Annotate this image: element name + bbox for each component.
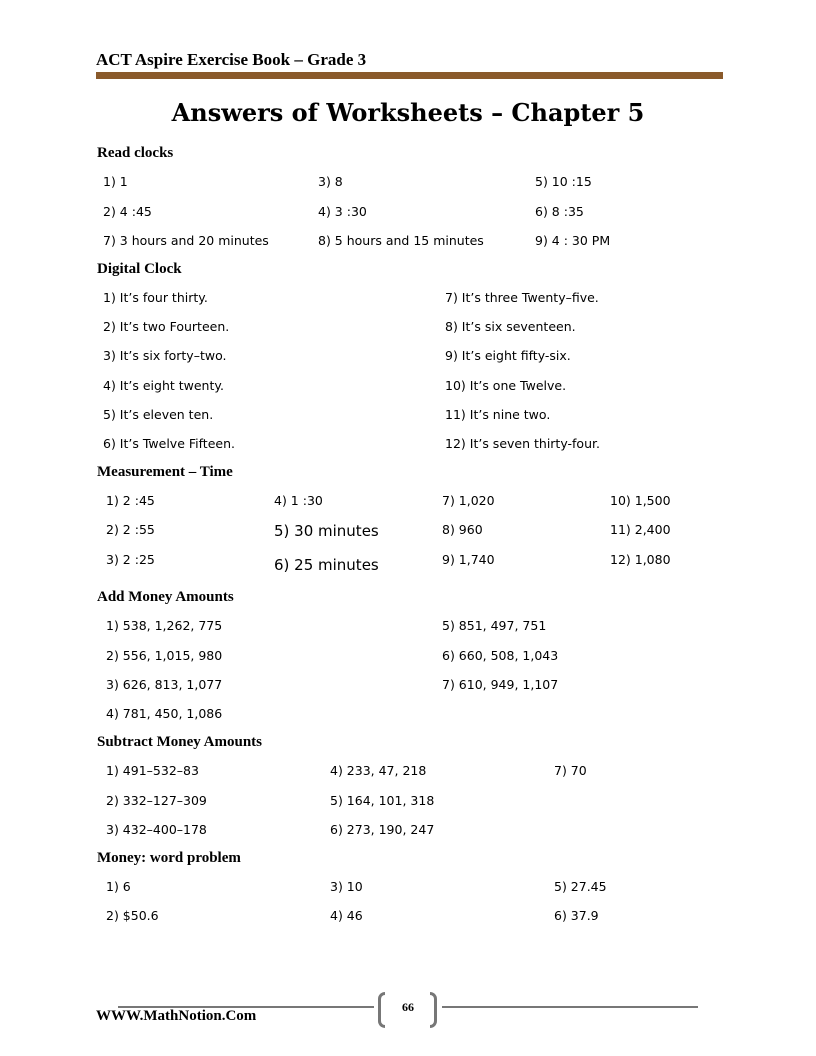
answer-item: 8) 960 (442, 522, 483, 537)
answer-item: 2) 4 :45 (103, 204, 152, 219)
section-title-add-money: Add Money Amounts (97, 589, 234, 605)
answer-item: 8) 5 hours and 15 minutes (318, 233, 484, 248)
answer-item: 3) 10 (330, 879, 363, 894)
answer-item: 12) 1,080 (610, 552, 671, 567)
answer-item: 7) 1,020 (442, 493, 495, 508)
answer-item: 2) $50.6 (106, 908, 159, 923)
answer-item: 6) 25 minutes (274, 556, 379, 574)
answer-item: 1) 2 :45 (106, 493, 155, 508)
answer-item: 3) 2 :25 (106, 552, 155, 567)
answer-item: 10) It’s one Twelve. (445, 378, 567, 393)
answer-item: 3) 8 (318, 174, 343, 189)
answer-item: 3) It’s six forty–two. (103, 348, 227, 363)
answer-item: 9) It’s eight fifty-six. (445, 348, 571, 363)
answer-item: 2) 2 :55 (106, 522, 155, 537)
answer-item: 1) 538, 1,262, 775 (106, 618, 223, 633)
answer-item: 5) 851, 497, 751 (442, 618, 547, 633)
answer-item: 5) 30 minutes (274, 522, 379, 540)
answer-item: 4) 46 (330, 908, 363, 923)
answer-item: 3) 626, 813, 1,077 (106, 677, 223, 692)
answer-item: 6) It’s Twelve Fifteen. (103, 436, 235, 451)
answer-item: 5) 164, 101, 318 (330, 793, 435, 808)
header-title: ACT Aspire Exercise Book – Grade 3 (96, 50, 367, 69)
answer-item: 9) 1,740 (442, 552, 495, 567)
answer-item: 4) 781, 450, 1,086 (106, 706, 223, 721)
answer-item: 1) 491–532–83 (106, 763, 199, 778)
answer-item: 6) 660, 508, 1,043 (442, 648, 559, 663)
answer-item: 6) 8 :35 (535, 204, 584, 219)
answer-item: 10) 1,500 (610, 493, 671, 508)
answer-item: 4) 233, 47, 218 (330, 763, 427, 778)
answer-item: 11) It’s nine two. (445, 407, 551, 422)
answer-item: 5) 27.45 (554, 879, 607, 894)
answer-item: 7) 610, 949, 1,107 (442, 677, 559, 692)
footer-rule-right (442, 1006, 698, 1008)
answer-item: 1) It’s four thirty. (103, 290, 208, 305)
footer-website: WWW.MathNotion.Com (96, 1008, 257, 1024)
answer-item: 4) 1 :30 (274, 493, 323, 508)
section-title-measurement-time: Measurement – Time (97, 464, 233, 480)
section-title-digital-clock: Digital Clock (97, 261, 182, 277)
answer-item: 9) 4 : 30 PM (535, 233, 611, 248)
answer-item: 2) 556, 1,015, 980 (106, 648, 223, 663)
answer-item: 8) It’s six seventeen. (445, 319, 576, 334)
answer-item: 4) It’s eight twenty. (103, 378, 224, 393)
answer-item: 11) 2,400 (610, 522, 671, 537)
page-heading: Answers of Worksheets – Chapter 5 (171, 98, 645, 127)
answer-item: 12) It’s seven thirty-four. (445, 436, 600, 451)
section-title-read-clocks: Read clocks (97, 145, 174, 161)
section-title-money-word-problem: Money: word problem (97, 850, 241, 866)
answer-item: 5) 10 :15 (535, 174, 592, 189)
answer-item: 1) 6 (106, 879, 131, 894)
page-number: 66 (402, 1000, 414, 1014)
answer-item: 7) It’s three Twenty–five. (445, 290, 599, 305)
answer-item: 4) 3 :30 (318, 204, 367, 219)
answer-item: 5) It’s eleven ten. (103, 407, 214, 422)
answer-item: 6) 37.9 (554, 908, 599, 923)
answer-item: 6) 273, 190, 247 (330, 822, 435, 837)
answer-item: 7) 70 (554, 763, 587, 778)
section-title-subtract-money: Subtract Money Amounts (97, 734, 263, 750)
header-rule (96, 72, 723, 79)
answer-item: 1) 1 (103, 174, 128, 189)
answer-item: 2) It’s two Fourteen. (103, 319, 230, 334)
answer-item: 7) 3 hours and 20 minutes (103, 233, 269, 248)
answer-item: 3) 432–400–178 (106, 822, 207, 837)
answer-item: 2) 332–127–309 (106, 793, 207, 808)
